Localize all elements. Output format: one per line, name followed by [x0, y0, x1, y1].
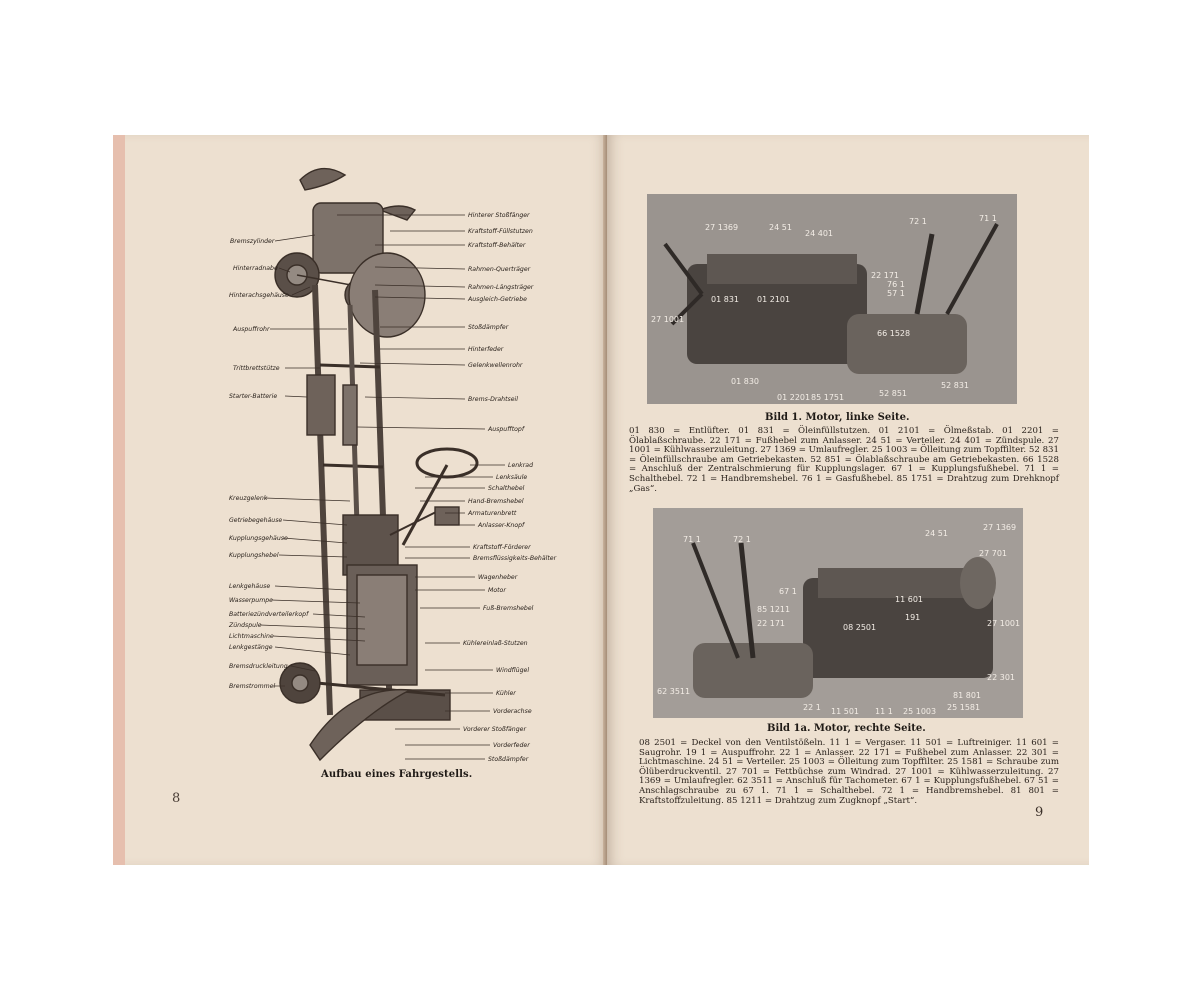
label-auspufftopf: Auspufftopf: [488, 426, 525, 433]
label-rahmen-laengstraeger: Rahmen-Längsträger: [468, 284, 534, 291]
fig1-label-22-171: 22 171: [871, 271, 899, 280]
left-page-number: 8: [172, 791, 181, 806]
engine-photo-left-side: [647, 194, 1017, 404]
label-brems-drahtseil: Brems-Drahtseil: [468, 396, 518, 403]
fig1-label-57-1: 57 1: [887, 289, 905, 298]
label-stossdaempfer-vorne: Stoßdämpfer: [488, 756, 529, 763]
fig2-label-24-51: 24 51: [925, 529, 948, 538]
label-kupplungsgehaeuse: Kupplungsgehäuse: [229, 535, 288, 542]
label-starter-batterie: Starter-Batterie: [229, 393, 278, 400]
label-stossdaempfer-hinten: Stoßdämpfer: [468, 324, 509, 331]
label-gelenkwellenrohr: Gelenkwellenrohr: [468, 362, 523, 369]
label-hinterfeder: Hinterfeder: [468, 346, 504, 353]
label-hand-bremshebel: Hand-Bremshebel: [468, 498, 524, 505]
figure1-legend: 01 830 = Entlüfter. 01 831 = Öleinfüllstutzen. 01 2101 = Ölmeßstab. 01 2201 = Ölablaßschraube. 22 171 = Fußhebel zum Anlasser. 24 51 = Verteiler. 24 401 = Zündspule. 27 1001 = Kühlwasserzuleitung. 27 1369 = Umlaufregler. 25 1003 = Ölleitung zum Topffilter. 52 831 = Öleinfüllschraube am Getriebekasten. 52 851 = Ölablaßschraube am Getriebekasten. 66 1528 = Anschluß der Zentralschmierung für Kupplungslager. 67 1 = Kupplungsfußhebel. 71 1 = Schalthebel. 72 1 = Handbremshebel. 76 1 = Gasfußhebel. 85 1751 = Drahtzug zum Drehknopf „Gas“.: [629, 426, 1059, 494]
fig2-label-25-1003: 25 1003: [903, 707, 937, 716]
chassis-illustration: [125, 135, 607, 865]
figure2-legend: 08 2501 = Deckel von den Ventilstößeln. 11 1 = Vergaser. 11 501 = Luftreiniger. 11 601 = Saugrohr. 19 1 = Auspuffrohr. 22 1 = Anlasser. 22 171 = Fußhebel zum Anlasser. 22 301 = Lichtmaschine. 24 51 = Verteiler. 25 1003 = Ölleitung zum Topffilter. 25 1581 = Schraube zum Ölüberdruckventil. 27 701 = Fettbüchse zum Windrad. 27 1001 = Kühlwasserzuleitung. 27 1369 = Umlaufregler. 62 3511 = Anschluß für Tachometer. 67 1 = Kupplungsfußhebel. 67 51 = Anschlagschraube zu 67 1. 71 1 = Schalthebel. 72 1 = Handbremshebel. 81 801 = Kraftstoffzuleitung. 85 1211 = Drahtzug zum Zugknopf „Start“.: [639, 738, 1059, 806]
fig1-label-24-51: 24 51: [769, 223, 792, 232]
label-bremszylinder: Bremszylinder: [230, 238, 275, 245]
label-hinterer-stossfaenger: Hinterer Stoßfänger: [468, 212, 530, 219]
fig2-label-22-1: 22 1: [803, 703, 821, 712]
label-zuendspule: Zündspule: [229, 622, 262, 629]
open-book: [113, 135, 1089, 865]
fig2-label-11-1: 11 1: [875, 707, 893, 716]
chassis-labels-left: [228, 235, 365, 690]
label-windfluegel: Windflügel: [496, 667, 530, 674]
fig2-label-22-301: 22 301: [987, 673, 1015, 682]
fig2-label-191: 191: [905, 613, 921, 622]
label-kraftstoff-behaelter: Kraftstoff-Behälter: [468, 242, 526, 249]
fig1-label-76-1: 76 1: [887, 280, 905, 289]
fig2-label-71-1: 71 1: [683, 535, 701, 544]
right-page-number: 9: [1035, 805, 1044, 820]
fig1-label-85-1751: 85 1751: [811, 393, 845, 402]
label-fuss-bremshebel: Fuß-Bremshebel: [483, 605, 534, 612]
figure1-caption: Bild 1. Motor, linke Seite.: [765, 412, 910, 423]
label-kraftstoff-foerderer: Kraftstoff-Förderer: [473, 544, 531, 551]
label-ausgleich-getriebe: Ausgleich-Getriebe: [468, 296, 527, 303]
label-armaturenbrett: Armaturenbrett: [468, 510, 517, 517]
fig1-label-52-851: 52 851: [879, 389, 907, 398]
label-schalthebel: Schalthebel: [488, 485, 525, 492]
fig2-label-85-1211: 85 1211: [757, 605, 791, 614]
fig2-label-11-501: 11 501: [831, 707, 859, 716]
fig1-label-01-2101: 01 2101: [757, 295, 791, 304]
label-wagenheber: Wagenheber: [478, 574, 518, 581]
fig1-label-52-831: 52 831: [941, 381, 969, 390]
fig2-label-72-1: 72 1: [733, 535, 751, 544]
fig2-label-11-601: 11 601: [895, 595, 923, 604]
left-page-caption: Aufbau eines Fahrgestells.: [321, 769, 473, 780]
label-wasserpumpe: Wasserpumpe: [229, 597, 273, 604]
label-auspuffrohr: Auspuffrohr: [233, 326, 270, 333]
left-page: [113, 135, 607, 865]
label-bremsfluessigkeits-behaelter: Bremsflüssigkeits-Behälter: [473, 555, 557, 562]
fig1-label-01-830: 01 830: [731, 377, 759, 386]
fig2-label-27-1369: 27 1369: [983, 523, 1017, 532]
label-trittbrettstuetze: Trittbrettstütze: [233, 365, 280, 372]
label-lenkrad: Lenkrad: [508, 462, 534, 469]
label-hinterachsgehaeuse: Hinterachsgehäuse: [229, 292, 289, 299]
engine-photo-right-side: [653, 508, 1023, 718]
fig1-label-24-401: 24 401: [805, 229, 833, 238]
fig1-label-66-1528: 66 1528: [877, 329, 911, 338]
label-bremstrommel: Bremstrommel: [229, 683, 276, 690]
label-vorderfeder: Vorderfeder: [493, 742, 530, 749]
label-motor: Motor: [488, 587, 506, 594]
label-kreuzgelenk: Kreuzgelenk: [229, 495, 268, 502]
label-bremsdruckleitung: Bremsdruckleitung: [229, 663, 288, 670]
label-anlasser-knopf: Anlasser-Knopf: [478, 522, 525, 529]
fig2-label-08-2501: 08 2501: [843, 623, 877, 632]
fig2-label-22-171: 22 171: [757, 619, 785, 628]
label-kuehler: Kühler: [496, 690, 516, 697]
right-page: [607, 135, 1089, 865]
fig2-label-81-801: 81 801: [953, 691, 981, 700]
label-lichtmaschine: Lichtmaschine: [229, 633, 274, 640]
fig2-label-62-3511: 62 3511: [657, 687, 691, 696]
label-hinterradnabe: Hinterradnabe: [233, 265, 278, 272]
fig1-label-27-1369: 27 1369: [705, 223, 739, 232]
label-lenksaeule: Lenksäule: [496, 474, 528, 481]
label-kupplungshebel: Kupplungshebel: [229, 552, 279, 559]
fig2-label-27-1001: 27 1001: [987, 619, 1021, 628]
fig1-label-72-1: 72 1: [909, 217, 927, 226]
label-kuehlereinlass-stutzen: Kühlereinlaß-Stutzen: [463, 640, 528, 647]
label-lenkgehaeuse: Lenkgehäuse: [229, 583, 271, 590]
fig1-label-27-1001: 27 1001: [651, 315, 685, 324]
label-vorderer-stossfaenger: Vorderer Stoßfänger: [463, 726, 527, 733]
label-rahmen-quertraeger: Rahmen-Querträger: [468, 266, 531, 273]
label-lenkgestaenge: Lenkgestänge: [229, 644, 273, 651]
label-vorderachse: Vorderachse: [493, 708, 532, 715]
fig1-label-01-831: 01 831: [711, 295, 739, 304]
fig1-label-71-1: 71 1: [979, 214, 997, 223]
fig2-label-27-701: 27 701: [979, 549, 1007, 558]
fig2-label-25-1581: 25 1581: [947, 703, 981, 712]
fig1-label-01-2201: 01 2201: [777, 393, 811, 402]
label-kraftstoff-fuellstutzen: Kraftstoff-Füllstutzen: [468, 228, 533, 235]
figure2-caption: Bild 1a. Motor, rechte Seite.: [767, 723, 926, 734]
label-getriebegehaeuse: Getriebegehäuse: [229, 517, 283, 524]
label-batteriezuendverteilerkopf: Batteriezündverteilerkopf: [229, 611, 309, 618]
fig2-label-67-1: 67 1: [779, 587, 797, 596]
